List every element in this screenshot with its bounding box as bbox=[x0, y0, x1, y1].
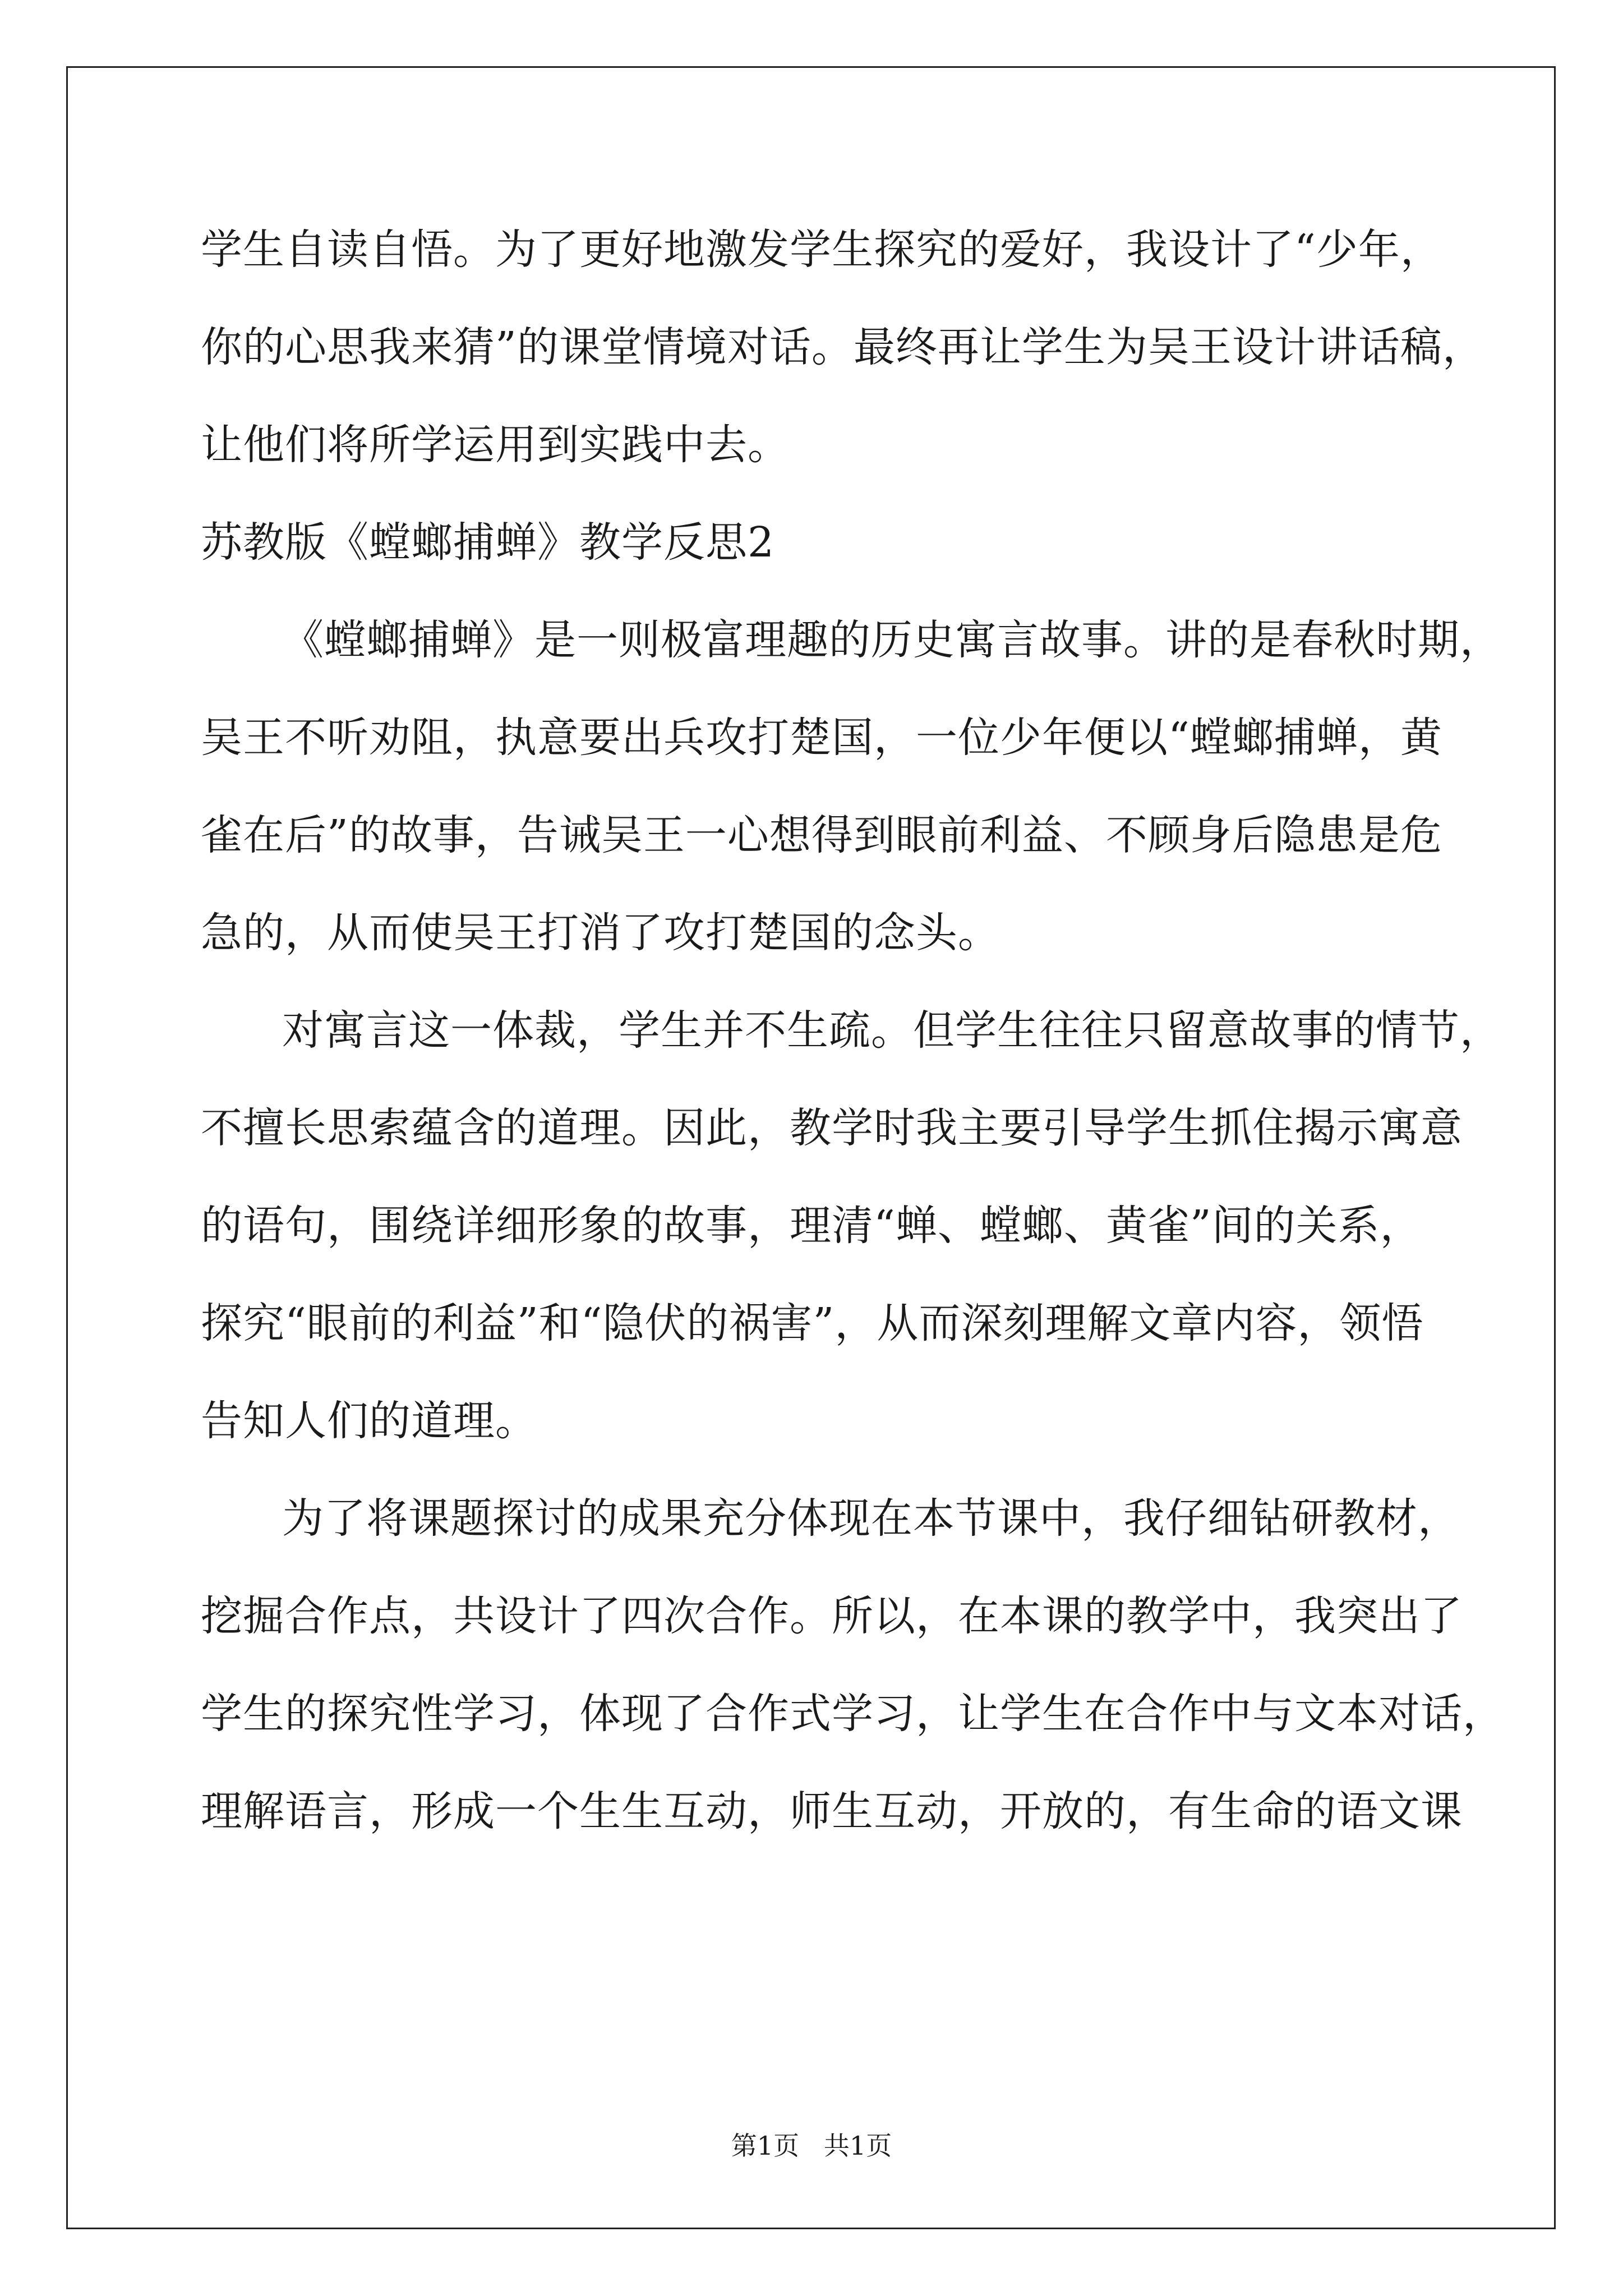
text-line: 不擅长思索蕴含的道理。因此，教学时我主要引导学生抓住揭示寓意 bbox=[201, 1104, 1463, 1152]
text-line: 探究“眼前的利益”和“隐伏的祸害”，从而深刻理解文章内容，领悟 bbox=[201, 1299, 1424, 1347]
text-line: 对寓言这一体裁，学生并不生疏。但学生往往只留意故事的情节， bbox=[282, 1006, 1502, 1055]
text-line: 挖掘合作点，共设计了四次合作。所以，在本课的教学中，我突出了 bbox=[201, 1592, 1463, 1640]
section-heading: 苏教版《螳螂捕蝉》教学反思2 bbox=[201, 518, 775, 567]
text-line: 急的，从而使吴王打消了攻打楚国的念头。 bbox=[201, 909, 1000, 957]
text-line: 学生的探究性学习，体现了合作式学习，让学生在合作中与文本对话， bbox=[201, 1690, 1505, 1738]
page-footer: 第1页 共1页 bbox=[731, 2131, 892, 2161]
text-line: 告知人们的道理。 bbox=[201, 1397, 537, 1445]
text-line: 让他们将所学运用到实践中去。 bbox=[201, 421, 790, 469]
text-line: 的语句，围绕详细形象的故事，理清“蝉、螳螂、黄雀”间的关系， bbox=[201, 1202, 1422, 1250]
text-line: 《螳螂捕蝉》是一则极富理趣的历史寓言故事。讲的是春秋时期， bbox=[282, 616, 1502, 664]
text-line: 学生自读自悟。为了更好地激发学生探究的爱好，我设计了“少年， bbox=[201, 226, 1442, 274]
text-line: 吴王不听劝阻，执意要出兵攻打楚国，一位少年便以“螳螂捕蝉，黄 bbox=[201, 714, 1442, 762]
text-line: 为了将课题探讨的成果充分体现在本节课中，我仔细钻研教材， bbox=[282, 1494, 1460, 1543]
text-line: 你的心思我来猜”的课堂情境对话。最终再让学生为吴王设计讲话稿， bbox=[201, 323, 1484, 371]
text-line: 理解语言，形成一个生生互动，师生互动，开放的，有生命的语文课 bbox=[201, 1787, 1463, 1835]
text-line: 雀在后”的故事，告诫吴王一心想得到眼前利益、不顾身后隐患是危 bbox=[201, 811, 1442, 859]
